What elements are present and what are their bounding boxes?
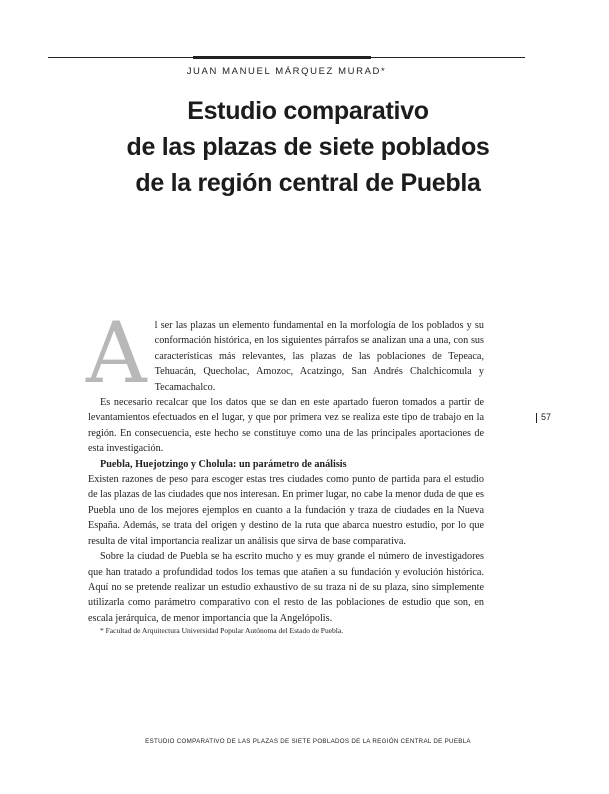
page-number-value: 57 — [541, 412, 552, 422]
section-paragraph-2: Sobre la ciudad de Puebla se ha escrito mucho y es muy grande el número de investigadores que han tratado a profundidad todos los temas que atañen a su fundación y evolución histórica. Aquí no se pretende realizar un estudio exhaustivo de su traza ni de su plaza, sino simplemente utilizarla como parámetro comparativo con el resto de las poblaciones de estudio que son, en escala jerárquica, de menor importancia que la Angelópolis. — [88, 551, 484, 624]
paragraph-1: l ser las plazas un elemento fundamental en la morfología de los poblados y su conformación histórica, en los siguientes párrafos se analizan una a una, con sus características más relevantes, las plazas de las poblaciones de Tepeaca, Tehuacán, Quecholac, Amozoc, Acatzingo, San Andrés Chalchicomula y Tecamachalco. — [154, 320, 484, 393]
title-line-3: de la región central de Puebla — [135, 169, 481, 197]
section-paragraph-1: Existen razones de peso para escoger estas tres ciudades como punto de partida para el estudio de las plazas de las ciudades que nos interesan. En primer lugar, no cabe la menor duda de que es Puebla uno de los mejores ejemplos en cuanto a la fundación y traza de ciudades en la Nueva España. Además, se trata del origen y destino de la ruta que abarca nuestro estudio, por lo que resulta de vital importancia realizar un análisis que sirva de base comparativa. — [88, 474, 484, 547]
header-rule-accent — [193, 56, 371, 59]
paragraph-2: Es necesario recalcar que los datos que se dan en este apartado fueron tomados a partir de levantamientos efectuados en el lugar, y que por primera vez se realiza este tipo de trabajo en la región. En consecuencia, este hecho se constituye como una de las principales aportaciones de esta investigación. — [88, 397, 484, 455]
article-title — [48, 93, 568, 201]
footnote: * Facultad de Arquitectura Universidad Popular Autónoma del Estado de Puebla. — [100, 626, 344, 636]
section-heading: Puebla, Huejotzingo y Cholula: un parámetro de análisis — [100, 458, 347, 470]
drop-cap: A — [86, 304, 147, 402]
title-line-1: Estudio comparativo — [187, 97, 429, 125]
article-body — [86, 304, 484, 636]
page-number-bar — [536, 413, 537, 423]
author-name: JUAN MANUEL MÁRQUEZ MURAD* — [186, 66, 387, 77]
running-footer: ESTUDIO COMPARATIVO DE LAS PLAZAS DE SIETE POBLADOS DE LA REGIÓN CENTRAL DE PUEBLA — [145, 738, 471, 745]
title-line-2: de las plazas de siete poblados — [126, 133, 490, 161]
page-number — [536, 412, 551, 423]
